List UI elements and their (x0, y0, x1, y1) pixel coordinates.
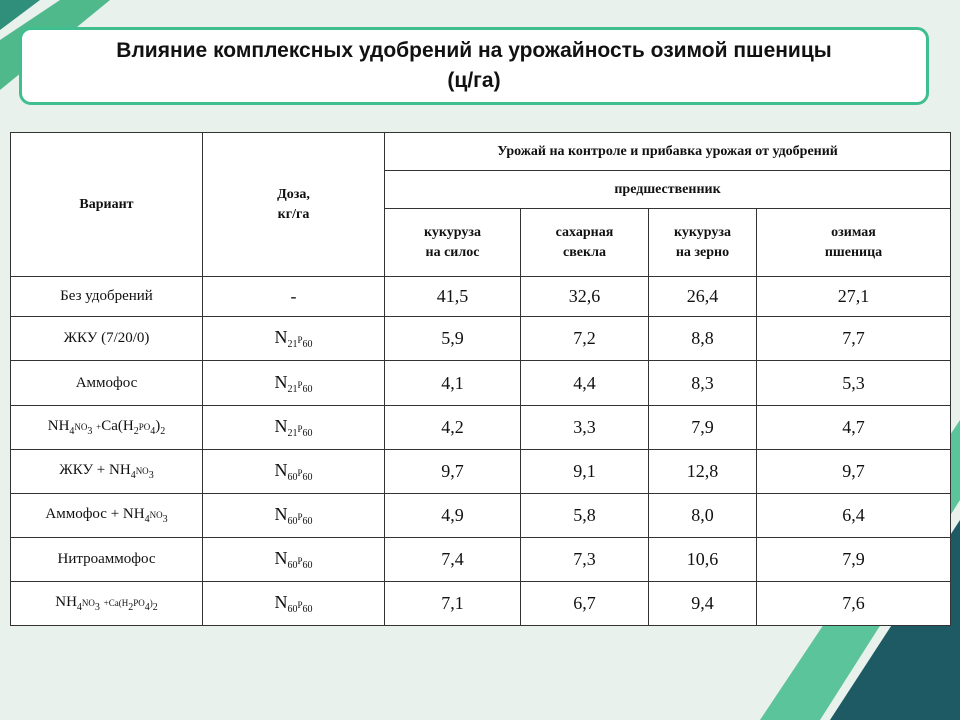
row-variant: ЖКУ + $NH_4NO_3$ (11, 449, 203, 493)
header-variant: Вариант (11, 133, 203, 277)
cell-value: 7,2 (521, 317, 649, 361)
cell-value: 4,9 (385, 493, 521, 537)
cell-value: 27,1 (757, 277, 951, 317)
cell-value: 9,7 (385, 449, 521, 493)
cell-value: 26,4 (649, 277, 757, 317)
cell-value: 4,7 (757, 405, 951, 449)
cell-value: 41,5 (385, 277, 521, 317)
cell-value: 4,1 (385, 361, 521, 405)
cell-value: 12,8 (649, 449, 757, 493)
cell-value: 7,9 (757, 537, 951, 581)
cell-value: 6,4 (757, 493, 951, 537)
header-col-3: кукуруза на зерно (649, 209, 757, 277)
yield-table (10, 132, 951, 626)
cell-value: 4,4 (521, 361, 649, 405)
cell-value: 7,7 (757, 317, 951, 361)
table-row (11, 493, 951, 537)
table-row (11, 405, 951, 449)
row-variant: Аммофос (11, 361, 203, 405)
cell-value: 7,6 (757, 581, 951, 625)
header-dose: Доза, кг/га (203, 133, 385, 277)
row-dose: $N_{60}P_{60}$ (203, 493, 385, 537)
row-dose: $N_{60}P_{60}$ (203, 449, 385, 493)
cell-value: 5,8 (521, 493, 649, 537)
cell-value: 7,1 (385, 581, 521, 625)
table-row (11, 277, 951, 317)
row-dose: $N_{60}P_{60}$ (203, 537, 385, 581)
cell-value: 8,3 (649, 361, 757, 405)
cell-value: 7,4 (385, 537, 521, 581)
header-col-4: озимая пшеница (757, 209, 951, 277)
table-row (11, 361, 951, 405)
table-row (11, 537, 951, 581)
row-variant: Без удобрений (11, 277, 203, 317)
cell-value: 32,6 (521, 277, 649, 317)
table-row (11, 317, 951, 361)
row-variant: $NH_4NO_3 +Ca(H_2PO_4)_2$ (11, 581, 203, 625)
cell-value: 9,1 (521, 449, 649, 493)
row-variant: ЖКУ (7/20/0) (11, 317, 203, 361)
row-dose: $N_{21}P_{60}$ (203, 317, 385, 361)
row-dose: $N_{60}P_{60}$ (203, 581, 385, 625)
cell-value: 9,7 (757, 449, 951, 493)
page-title-unit: (ц/га) (447, 69, 501, 92)
table-row (11, 581, 951, 625)
row-dose: $N_{21}P_{60}$ (203, 361, 385, 405)
header-col-1: кукуруза на силос (385, 209, 521, 277)
cell-value: 10,6 (649, 537, 757, 581)
cell-value: 3,3 (521, 405, 649, 449)
cell-value: 5,9 (385, 317, 521, 361)
cell-value: 9,4 (649, 581, 757, 625)
cell-value: 7,9 (649, 405, 757, 449)
cell-value: 8,8 (649, 317, 757, 361)
cell-value: 8,0 (649, 493, 757, 537)
row-variant: Аммофос + $NH_4NO_3$ (11, 493, 203, 537)
header-group: Урожай на контроле и прибавка урожая от удобрений (385, 133, 951, 171)
row-variant: Нитроаммофос (11, 537, 203, 581)
row-variant: $NH_4NO_3 +Ca(H_2PO_4)_2$ (11, 405, 203, 449)
page-title: Влияние комплексных удобрений на урожайность озимой пшеницы (116, 39, 832, 62)
cell-value: 4,2 (385, 405, 521, 449)
title-box (19, 27, 929, 105)
cell-value: 5,3 (757, 361, 951, 405)
row-dose: $N_{21}P_{60}$ (203, 405, 385, 449)
header-subgroup: предшественник (385, 171, 951, 209)
row-dose: - (203, 277, 385, 317)
header-col-2: сахарная свекла (521, 209, 649, 277)
cell-value: 6,7 (521, 581, 649, 625)
cell-value: 7,3 (521, 537, 649, 581)
table-row (11, 449, 951, 493)
